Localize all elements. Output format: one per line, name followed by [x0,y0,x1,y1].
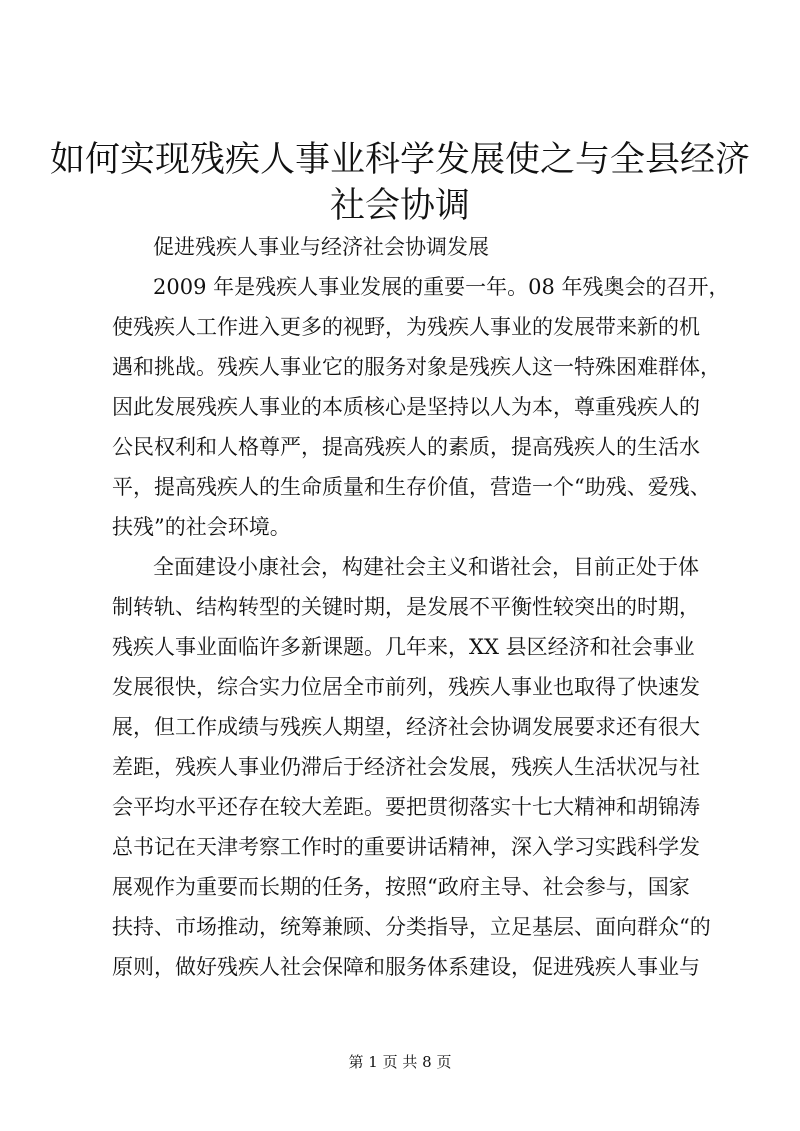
paragraph-1-line: 公民权利和人格尊严，提高残疾人的素质，提高残疾人的生活水 [112,435,700,459]
paragraph-2-line: 制转轨、结构转型的关键时期，是发展不平衡性较突出的时期， [112,595,700,619]
paragraph-2-line: 展，但工作成绩与残疾人期望，经济社会协调发展要求还有很大 [112,715,700,739]
page-footer: 第 1 页 共 8 页 [348,1053,452,1071]
paragraph-2-line: 展观作为重要而长期的任务，按照“政府主导、社会参与，国家 [112,875,690,899]
paragraph-2-line: 残疾人事业面临许多新课题。几年来，XX 县区经济和社会事业 [112,635,695,659]
subtitle: 促进残疾人事业与经济社会协调发展 [153,235,489,259]
paragraph-1-line: 2009 年是残疾人事业发展的重要一年。08 年残奥会的召开， [153,275,730,299]
document-title-line-1: 如何实现残疾人事业科学发展使之与全县经济 [49,140,750,180]
paragraph-1-line: 使残疾人工作进入更多的视野，为残疾人事业的发展带来新的机 [112,315,700,339]
paragraph-2-line: 全面建设小康社会，构建社会主义和谐社会，目前正处于体 [153,555,699,579]
paragraph-1-line: 平，提高残疾人的生命质量和生存价值，营造一个“助残、爱残、 [112,475,711,499]
paragraph-2-line: 会平均水平还存在较大差距。要把贯彻落实十七大精神和胡锦涛 [112,795,700,819]
paragraph-1-line: 因此发展残疾人事业的本质核心是坚持以人为本，尊重残疾人的 [112,395,700,419]
paragraph-2-line: 差距，残疾人事业仍滞后于经济社会发展，残疾人生活状况与社 [112,755,700,779]
paragraph-2-line: 扶持、市场推动，统筹兼顾、分类指导，立足基层、面向群众“的 [112,915,711,939]
document-title-line-2: 社会协调 [329,186,470,226]
paragraph-2-line: 总书记在天津考察工作时的重要讲话精神，深入学习实践科学发 [112,835,700,859]
paragraph-1-line: 遇和挑战。残疾人事业它的服务对象是残疾人这一特殊困难群体， [112,355,721,379]
paragraph-2-line: 发展很快，综合实力位居全市前列，残疾人事业也取得了快速发 [112,675,700,699]
paragraph-2-line: 原则，做好残疾人社会保障和服务体系建设，促进残疾人事业与 [112,955,700,979]
paragraph-1-line: 扶残”的社会环境。 [112,515,291,539]
